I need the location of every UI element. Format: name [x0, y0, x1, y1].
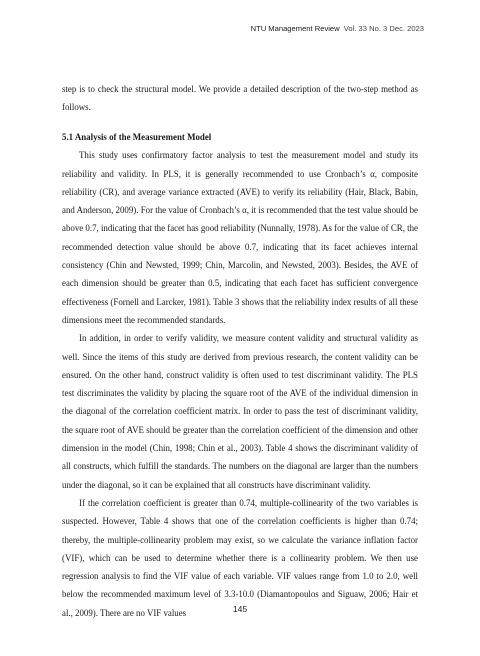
section-heading: 5.1 Analysis of the Measurement Model [62, 132, 212, 142]
paragraph-collinearity: If the correlation coefficient is greater than 0.74, multiple-collinearity of the two variables is suspected. However, Table 4 shows that one of the correlation coefficients is higher than 0.74; thereby, the multiple-collinearity problem may exist, so we calculate the variance inflation factor (VIF), which can be used to determine whether there is a collinearity problem. We then use regression analysis to find the VIF value of each variable. VIF values range from 1.0 to 2.0, well below the recommended maximum level of 3.3-10.0 (Diamantopoulos and Siguaw, 2006; Hair et al., 2009). There are no VIF values [62, 497, 418, 618]
paragraph-validity: In addition, in order to verify validity, we measure content validity and structural validity as well. Since the items of this study are derived from previous research, the content validity can be ensured. On the other hand, construct validity is often used to test discriminant validity. The PLS test discriminates the validity by placing the square root of the AVE of the individual dimension in the diagonal of the correlation coefficient matrix. In order to pass the test of discriminant validity, the square root of AVE should be greater than the correlation coefficient of the dimension and other dimension in the model (Chin, 1998; Chin et al., 2003). Table 4 shows the discriminant validity of all constructs, which fulfill the standards. The numbers on the diagonal are larger than the numbers under the diagonal, so it can be explained that all constructs have discriminant validity. [62, 333, 418, 490]
section-5-1 [62, 128, 418, 622]
intro-paragraph-block [62, 80, 418, 117]
intro-paragraph: step is to check the structural model. We provide a detailed description of the two-step method as follows. [62, 84, 418, 113]
running-header [251, 24, 424, 33]
page-number: 145 [232, 604, 248, 614]
paragraph-reliability: This study uses confirmatory factor analysis to test the measurement model and study its reliability and validity. In PLS, it is generally recommended to use Cronbach’s α, composite reliability (CR), and average variance extracted (AVE) to verify its reliability (Hair, Black, Babin, and Anderson, 2009). For the value of Cronbach’s α, it is recommended that the test value should be above 0.7, indicating that the facet has good reliability (Nunnally, 1978). As for the value of CR, the recommended detection value should be above 0.7, indicating that its facet achieves internal consistency (Chin and Newsted, 1999; Chin, Marcolin, and Newsted, 2003). Besides, the AVE of each dimension should be greater than 0.5, indicating that each facet has sufficient convergence effectiveness (Fornell and Larcker, 1981). Table 3 shows that the reliability index results of all these dimensions meet the recommended standards. [62, 150, 418, 325]
journal-name: NTU Management Review [250, 24, 340, 33]
issue-info: Vol. 33 No. 3 Dec. 2023 [343, 24, 424, 33]
